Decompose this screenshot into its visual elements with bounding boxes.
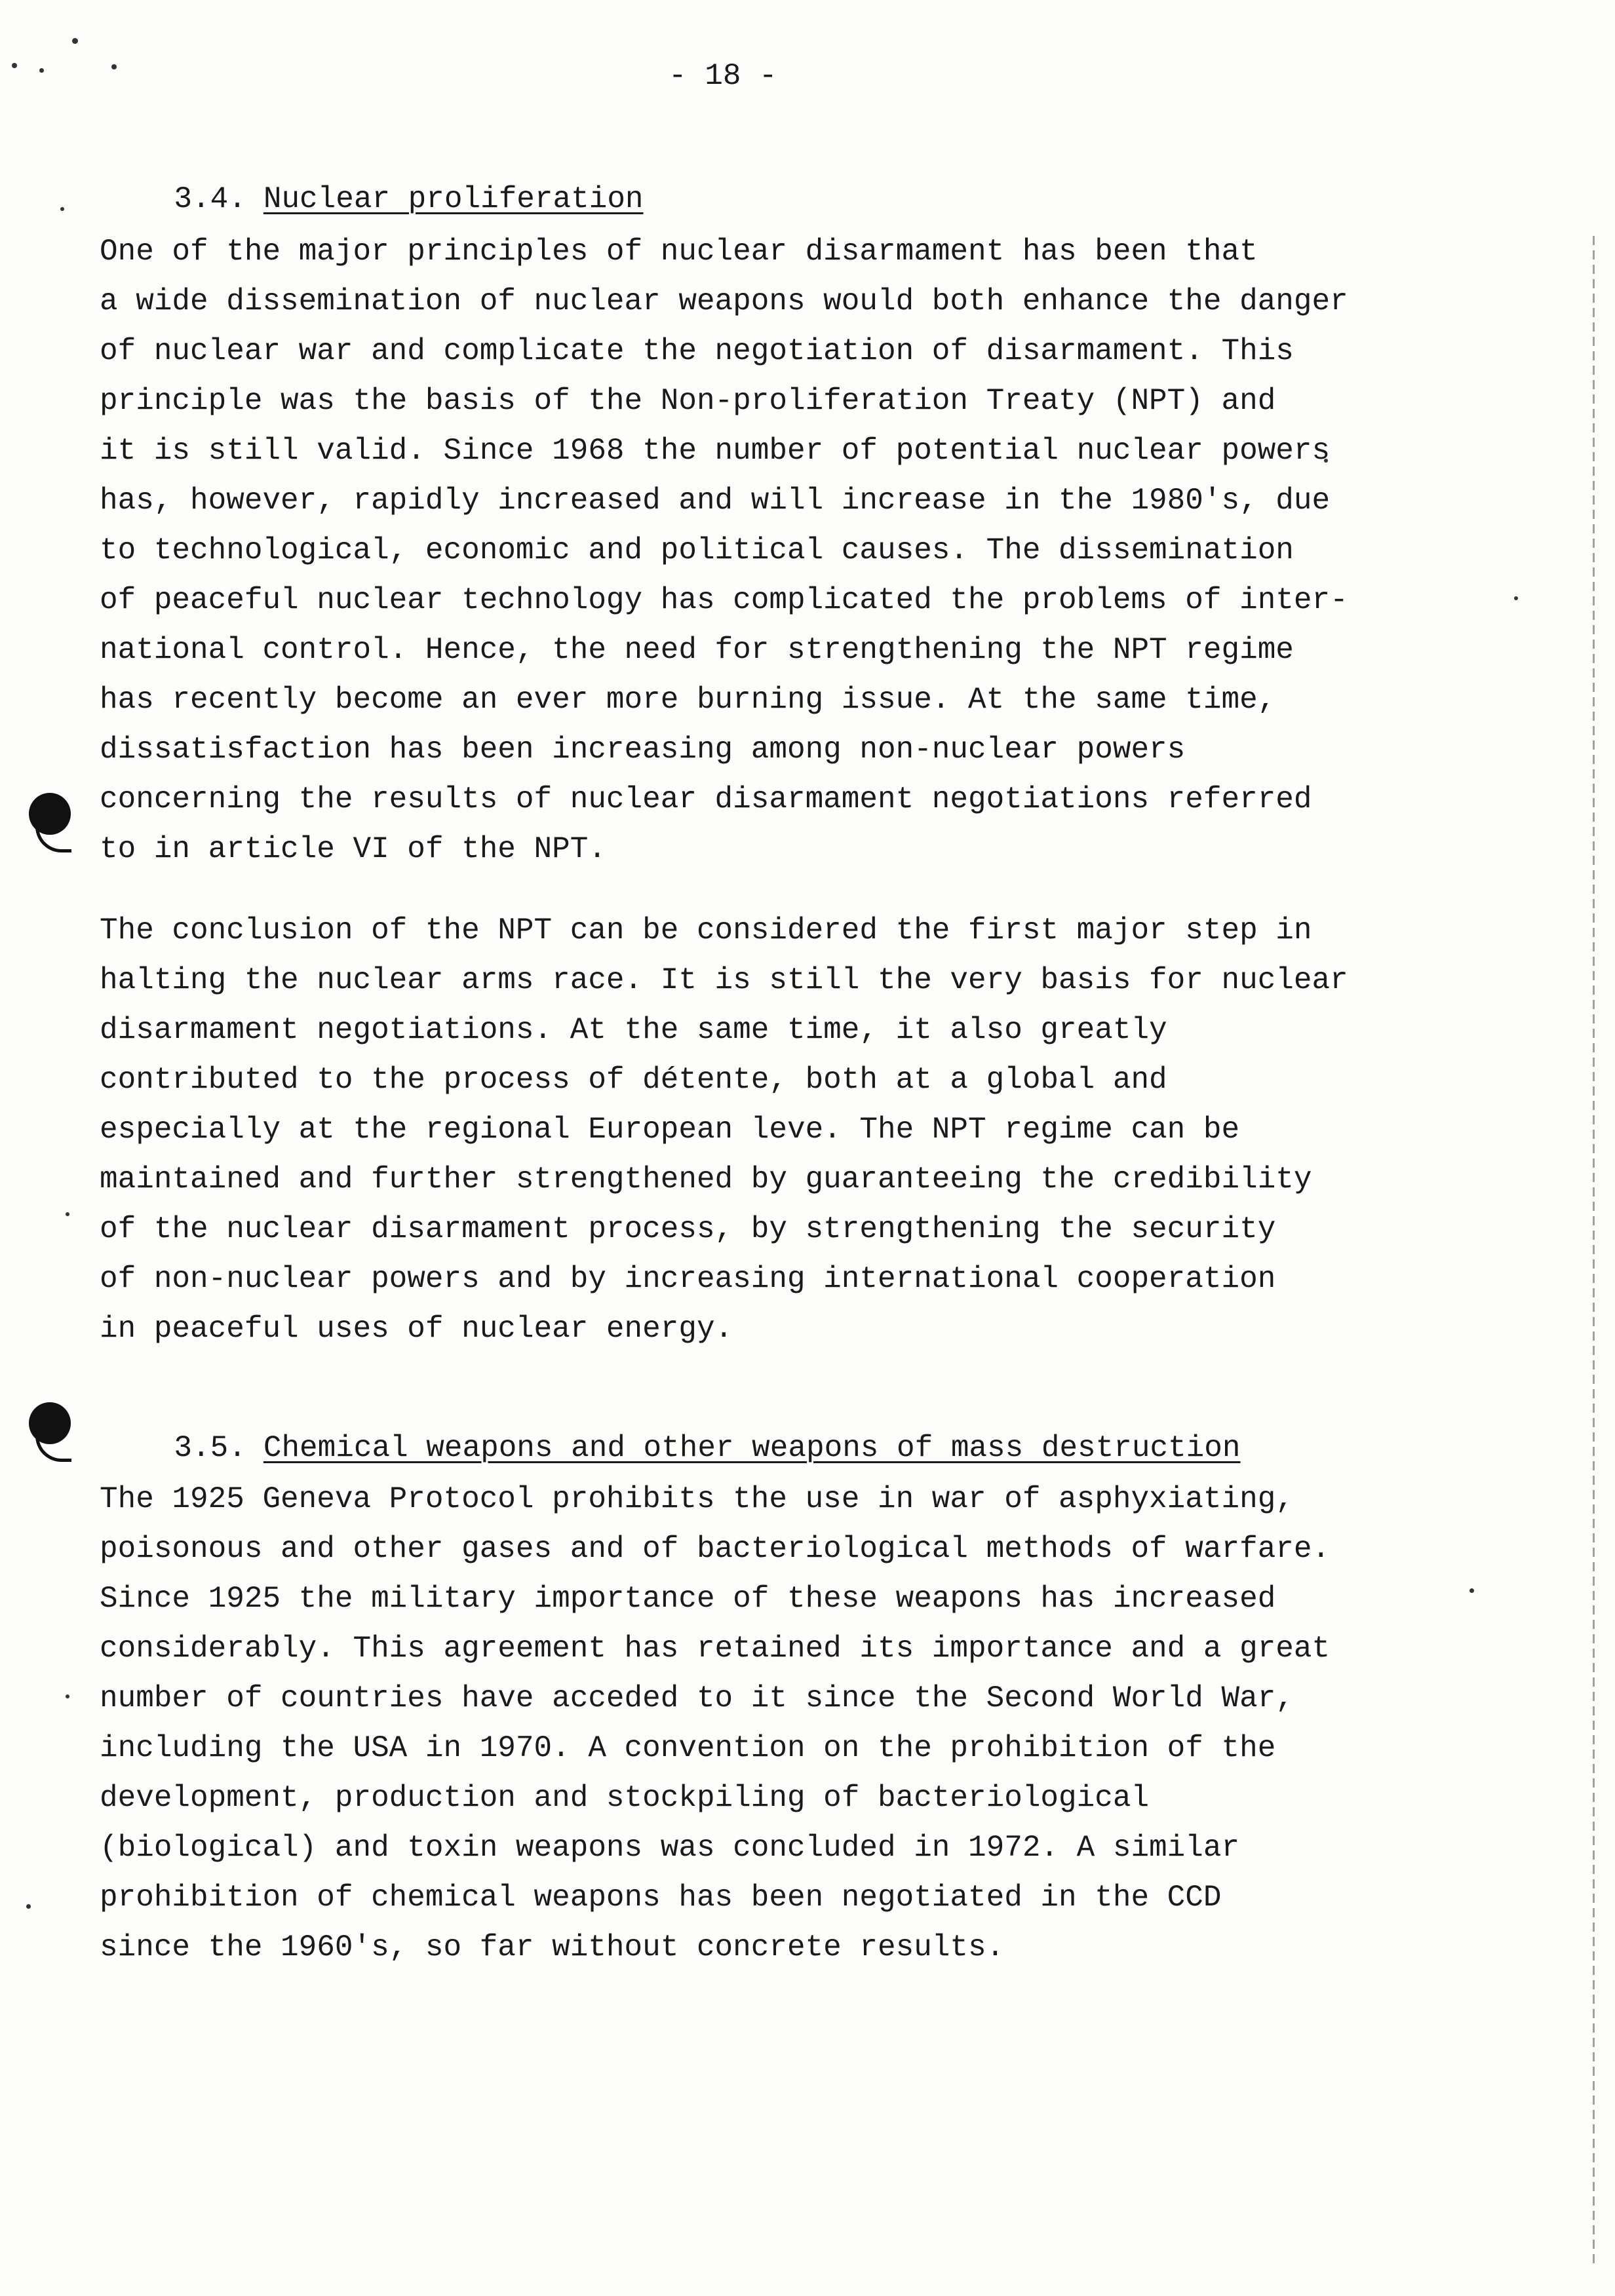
text-line: has, however, rapidly increased and will increase in the 1980's, due — [100, 484, 1331, 518]
text-line: prohibition of chemical weapons has been negotiated in the CCD — [100, 1881, 1222, 1915]
scan-speck — [1514, 596, 1518, 600]
scan-speck — [12, 63, 17, 68]
text-line: disarmament negotiations. At the same time, it also greatly — [100, 1013, 1167, 1047]
text-line: maintained and further strengthened by guaranteeing the credibility — [100, 1162, 1312, 1196]
text-line: national control. Hence, the need for strengthening the NPT regime — [100, 633, 1294, 667]
text-line: since the 1960's, so far without concrete results. — [100, 1930, 1005, 1964]
text-line: it is still valid. Since 1968 the number of potential nuclear powers — [100, 434, 1331, 468]
scan-speck — [39, 68, 44, 73]
text-line: a wide dissemination of nuclear weapons would both enhance the danger — [100, 284, 1348, 318]
text-line: of non-nuclear powers and by increasing international cooperation — [100, 1262, 1276, 1296]
text-line: considerably. This agreement has retained its importance and a great — [100, 1632, 1331, 1666]
paragraph-nuclear-proliferation-2 — [100, 906, 1348, 1354]
text-line: One of the major principles of nuclear disarmament has been that — [100, 235, 1258, 269]
text-line: The conclusion of the NPT can be considered the first major step in — [100, 913, 1312, 947]
section-number: 3.4. — [174, 182, 246, 216]
scan-speck — [26, 1904, 31, 1909]
text-line: to technological, economic and political causes. The dissemination — [100, 533, 1294, 567]
text-line: (biological) and toxin weapons was concluded in 1972. A similar — [100, 1831, 1240, 1865]
text-line: of nuclear war and complicate the negotiation of disarmament. This — [100, 334, 1294, 368]
text-line: number of countries have acceded to it since the Second World War, — [100, 1681, 1294, 1715]
text-line: concerning the results of nuclear disarmament negotiations referred — [100, 782, 1312, 816]
text-line: in peaceful uses of nuclear energy. — [100, 1312, 733, 1346]
punch-hole-mark — [29, 793, 71, 835]
text-line: Since 1925 the military importance of these weapons has increased — [100, 1582, 1276, 1616]
paragraph-nuclear-proliferation-1 — [100, 227, 1348, 874]
text-line: contributed to the process of détente, both at a global and — [100, 1063, 1167, 1097]
scan-edge-line — [1593, 236, 1595, 2267]
scan-speck — [1469, 1588, 1474, 1593]
scan-speck — [72, 38, 78, 44]
text-line: poisonous and other gases and of bacteriological methods of warfare. — [100, 1532, 1331, 1566]
text-line: principle was the basis of the Non-proliferation Treaty (NPT) and — [100, 384, 1276, 418]
text-line: especially at the regional European leve. The NPT regime can be — [100, 1113, 1240, 1147]
page-number: - 18 - — [669, 59, 777, 93]
text-line: development, production and stockpiling of bacteriological — [100, 1781, 1150, 1815]
scan-speck — [66, 1212, 69, 1216]
scan-speck — [111, 64, 117, 69]
scan-speck — [66, 1694, 69, 1698]
punch-hole-mark — [29, 1402, 71, 1444]
text-line: dissatisfaction has been increasing among non-nuclear powers — [100, 733, 1186, 767]
text-line: has recently become an ever more burning issue. At the same time, — [100, 683, 1276, 717]
text-line: of peaceful nuclear technology has complicated the problems of inter- — [100, 583, 1348, 617]
section-title: Chemical weapons and other weapons of mass destruction — [263, 1431, 1241, 1465]
section-title: Nuclear proliferation — [263, 182, 644, 216]
scan-speck — [60, 207, 64, 211]
text-line: to in article VI of the NPT. — [100, 832, 606, 866]
text-line: including the USA in 1970. A convention on the prohibition of the — [100, 1731, 1276, 1765]
text-line: of the nuclear disarmament process, by strengthening the security — [100, 1212, 1276, 1246]
text-line: halting the nuclear arms race. It is still the very basis for nuclear — [100, 963, 1348, 997]
text-line: The 1925 Geneva Protocol prohibits the use in war of asphyxiating, — [100, 1482, 1294, 1516]
paragraph-chemical-weapons — [100, 1474, 1330, 1972]
section-number: 3.5. — [174, 1431, 246, 1465]
